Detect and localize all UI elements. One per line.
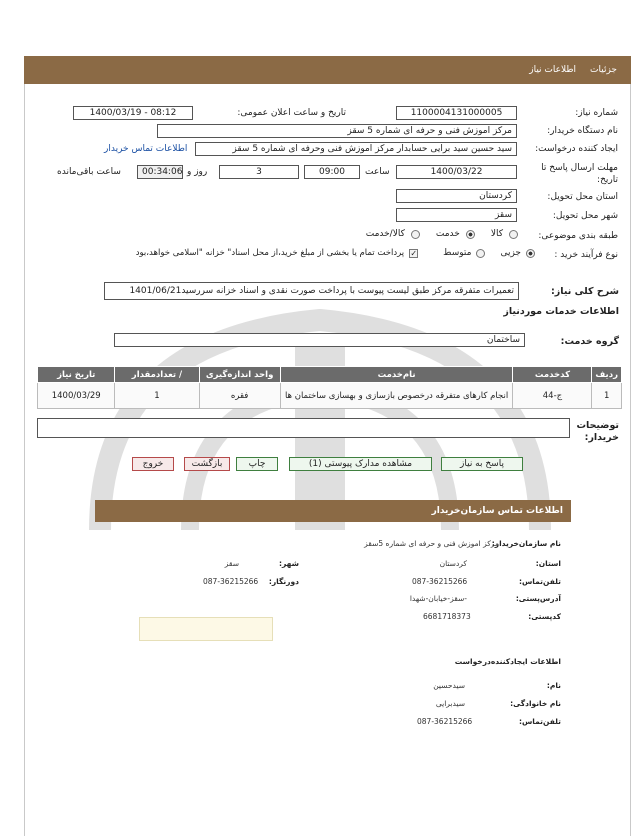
time-label: ساعت [365, 167, 390, 177]
radio-service[interactable] [466, 230, 475, 239]
process-radios [66, 248, 535, 258]
cell-date: 1400/03/29 [38, 383, 115, 409]
services-table [37, 366, 622, 409]
radio-medium[interactable] [476, 249, 485, 258]
deadline-label: مهلت ارسال پاسخ تا تاریخ: [541, 163, 618, 185]
contact-province-label: استان: [535, 559, 561, 568]
radio-medium-label: متوسط [443, 248, 472, 258]
back-button[interactable]: بازگشت [184, 457, 230, 471]
print-button[interactable]: چاپ [236, 457, 278, 471]
remaining-time-field: 00:34:06 [137, 165, 183, 179]
contact-postal: 6681718373 [423, 612, 471, 621]
requester-family: سیدبرایی [435, 699, 465, 708]
announce-field: 1400/03/19 - 08:12 [73, 106, 193, 120]
category-label: طبقه بندی موضوعی: [538, 231, 618, 241]
cell-name: انجام کارهای متفرقه درخصوص بازسازی و بهسازی ساختمان ها [280, 383, 513, 409]
contact-city-label: شهر: [279, 559, 299, 568]
attachments-button[interactable]: مشاهده مدارک پیوستی (1) [289, 457, 432, 471]
buyer-notes-field [37, 418, 570, 438]
creator-label: ایجاد کننده درخواست: [535, 144, 618, 154]
radio-goods-label: کالا [490, 229, 503, 239]
requester-name: سیدحسین [433, 681, 465, 690]
buyer-label: نام دستگاه خریدار: [547, 126, 618, 136]
contact-address: -سقز-خیابان-شهدا [409, 594, 467, 603]
th-date: تاریخ نیاز [38, 367, 115, 383]
requester-family-label: نام خانوادگی: [510, 699, 561, 708]
category-radios [348, 229, 518, 239]
days-label: روز و [187, 167, 208, 177]
deadline-date-field: 1400/03/22 [396, 165, 517, 179]
cell-row: 1 [592, 383, 622, 409]
announce-label: تاریخ و ساعت اعلان عمومی: [237, 108, 346, 118]
contact-address-label: آدرس‌پستی: [515, 594, 561, 603]
creator-field: سید حسین سید برایی حسابدار مرکز اموزش فنی وحرفه ای شماره 5 سقز [195, 142, 517, 156]
th-code: کدخدمت [513, 367, 592, 383]
requester-title: اطلاعات ایجادکننده‌درخواست [454, 657, 561, 666]
contact-phone-label: تلفن‌تماس: [518, 577, 561, 586]
desc-field: تعمیرات متفرقه مرکز طبق لیست پیوست با پرداخت صورت نقدی و اسناد خزانه سررسید1401/06/21 [104, 282, 519, 300]
radio-goods-service[interactable] [411, 230, 420, 239]
contact-postal-label: کدپستی: [528, 612, 561, 621]
radio-service-label: خدمت [435, 229, 460, 239]
radio-minor-label: جزیی [500, 248, 521, 258]
buyer-notes-label: توضیحات خریدار: [576, 420, 619, 443]
city-field: سقز [396, 208, 517, 222]
top-nav-bar [24, 56, 631, 84]
requester-name-label: نام: [546, 681, 561, 690]
cell-unit: فقره [199, 383, 280, 409]
requester-phone: 087-36215266 [417, 717, 473, 726]
contact-fax: 087-36215266 [203, 577, 259, 586]
buyer-contact-link[interactable]: اطلاعات تماس خریدار [104, 144, 188, 154]
th-row: ردیف [592, 367, 622, 383]
contact-fax-label: دورنگار: [268, 577, 299, 586]
contact-org-label: نام سازمان‌خریدار: [491, 539, 561, 548]
treasury-checkbox[interactable]: ✓ [410, 248, 418, 258]
radio-minor[interactable] [526, 249, 535, 258]
contact-title-bar: اطلاعات تماس سازمان‌خریدار [95, 500, 571, 522]
th-unit: واحد اندازه‌گیری [199, 367, 280, 383]
days-field: 3 [219, 165, 299, 179]
nav-need-info[interactable]: اطلاعات نیاز [529, 65, 577, 75]
cell-code: ج-44 [513, 383, 592, 409]
contact-province: کردستان [439, 559, 467, 568]
province-label: استان محل تحویل: [547, 192, 618, 202]
radio-goods-service-label: کالا/خدمت [365, 229, 405, 239]
table-header-row [38, 367, 622, 383]
table-row [38, 383, 622, 409]
highlight-box [139, 617, 273, 641]
th-qty: / تعدادمقدار [115, 367, 199, 383]
need-number-label: شماره نیاز: [575, 108, 618, 118]
requester-phone-label: تلفن‌تماس: [518, 717, 561, 726]
contact-phone: 087-36215266 [412, 577, 468, 586]
radio-goods[interactable] [509, 230, 518, 239]
deadline-time-field: 09:00 [304, 165, 360, 179]
nav-details[interactable]: جزئیات [590, 65, 617, 75]
contact-city: سقز [224, 559, 239, 568]
city-label: شهر محل تحویل: [552, 211, 618, 221]
contact-org: مرکز اموزش فنی و حرفه ای شماره 5سقز [364, 539, 499, 548]
buyer-field: مرکز اموزش فنی و حرفه ای شماره 5 سقز [157, 124, 517, 138]
desc-label: شرح کلی نیاز: [550, 286, 619, 297]
reply-button[interactable]: پاسخ به نیاز [441, 457, 523, 471]
province-field: کردستان [396, 189, 517, 203]
service-group-field: ساختمان [114, 333, 525, 347]
cell-qty: 1 [115, 383, 199, 409]
service-group-label: گروه خدمت: [560, 336, 619, 347]
exit-button[interactable]: خروج [132, 457, 174, 471]
services-title: اطلاعات خدمات مورد‌نیاز [503, 306, 619, 317]
process-label: نوع فرآیند خرید : [554, 250, 618, 260]
need-number-field: 1100004131000005 [396, 106, 517, 120]
payment-note: پرداخت تمام یا بخشی از مبلغ خرید،از محل اسناد" خزانه "اسلامی خواهد،بود [135, 248, 405, 258]
remaining-label: ساعت باقی‌مانده [57, 167, 121, 177]
th-name: نام‌خدمت [280, 367, 513, 383]
